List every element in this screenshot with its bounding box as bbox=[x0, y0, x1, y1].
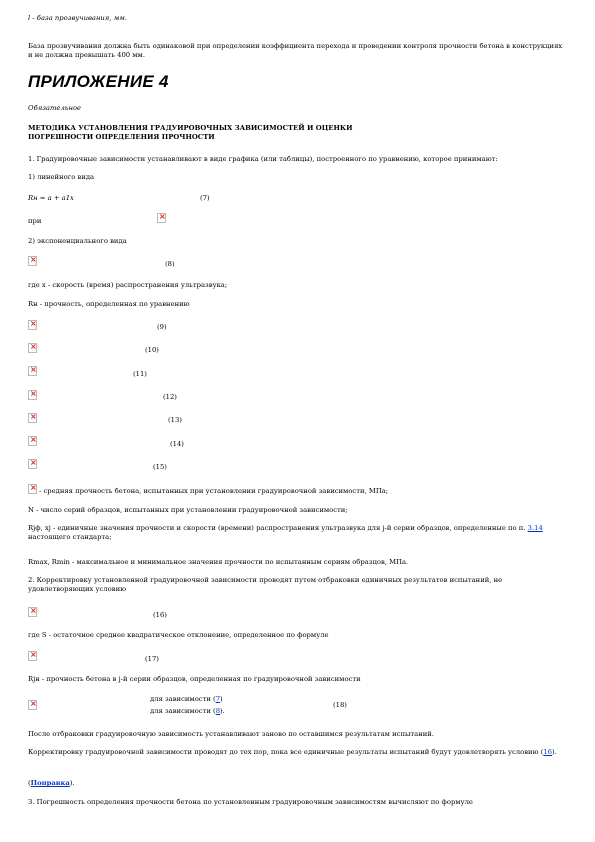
correction-note: Корректировку градуировочной зависимости проводят до тех пор, пока все единичные результаты испытаний будут удовлетворять условию (16). bbox=[28, 748, 557, 756]
broken-formula-image bbox=[28, 390, 37, 400]
minmax-definition: Rmax, Rmin - максимальное и минимальное значения прочности по испытанным сериям образцов, МПа. bbox=[28, 558, 409, 566]
paragraph-2: 2. Корректировку установленной градуировочной зависимости проводят путем отбраковки единичных результатов испытаний, не удовлетворяющих условию bbox=[28, 576, 503, 593]
equation-number-10: (10) bbox=[145, 346, 159, 354]
condition-16-link[interactable]: 16 bbox=[543, 748, 552, 756]
broken-formula-image bbox=[28, 459, 37, 469]
equation-number-14: (14) bbox=[170, 440, 184, 448]
broken-formula-image bbox=[28, 413, 37, 423]
broken-formula-image bbox=[28, 343, 37, 353]
after-rejection-note: После отбраковки градуировочную зависимость устанавливают заново по оставшимся результатам испытаний. bbox=[28, 730, 434, 738]
broken-formula-image bbox=[28, 607, 37, 617]
exponential-type-label: 2) экспоненциального вида bbox=[28, 237, 127, 245]
clause-3-14-link[interactable]: 3.14 bbox=[527, 524, 543, 532]
mean-strength-definition: - средняя прочность бетона, испытанных при установлении градуировочной зависимости, МПа; bbox=[39, 487, 389, 495]
equation-number-8: (8) bbox=[165, 260, 175, 268]
equation-number-9: (9) bbox=[157, 323, 167, 331]
equation-number-15: (15) bbox=[153, 463, 167, 471]
x-definition: где x - скорость (время) распространения ультразвука; bbox=[28, 281, 228, 289]
n-definition: N - число серий образцов, испытанных при установлении градуировочной зависимости; bbox=[28, 506, 348, 514]
broken-formula-image bbox=[157, 213, 166, 223]
broken-formula-image bbox=[28, 320, 37, 330]
broken-formula-image bbox=[28, 366, 37, 376]
equation-number-16: (16) bbox=[153, 611, 167, 619]
equation-number-12: (12) bbox=[163, 393, 177, 401]
formula-7: Rн = a + a1x bbox=[28, 194, 74, 202]
broken-formula-image bbox=[28, 700, 37, 710]
broken-formula-image bbox=[28, 256, 37, 266]
paragraph-1: 1. Градуировочные зависимости устанавливают в виде графика (или таблицы), построенного по уравнению, которое принимают: bbox=[28, 155, 498, 163]
broken-formula-image bbox=[28, 436, 37, 446]
broken-formula-image bbox=[28, 651, 37, 661]
l-base-definition: l - база прозвучивания, мм. bbox=[28, 14, 128, 22]
formula-7-link[interactable]: 7 bbox=[215, 695, 221, 703]
broken-formula-image bbox=[28, 484, 37, 494]
methodology-heading: МЕТОДИКА УСТАНОВЛЕНИЯ ГРАДУИРОВОЧНЫХ ЗАВИСИМОСТЕЙ И ОЦЕНКИ ПОГРЕШНОСТИ ОПРЕДЕЛЕНИЯ ПРОЧНОСТИ bbox=[28, 124, 353, 141]
equation-number-17: (17) bbox=[145, 655, 159, 663]
amendment-line: (Поправка). bbox=[28, 779, 75, 787]
rn-definition: Rн - прочность, определенная по уравнению bbox=[28, 300, 190, 308]
equation-number-11: (11) bbox=[133, 370, 147, 378]
rjn-definition: Rjн - прочность бетона в j-й серии образцов, определенная по градуировочной зависимости bbox=[28, 675, 361, 683]
formula-8-link[interactable]: 8 bbox=[215, 707, 221, 715]
s-definition: где S - остаточное среднее квадратическое отклонение, определенное по формуле bbox=[28, 631, 329, 639]
amendment-link[interactable]: Поправка bbox=[30, 779, 70, 787]
mandatory-label: Обязательное bbox=[28, 104, 82, 112]
equation-number-7: (7) bbox=[200, 194, 210, 202]
base-note: База прозвучивания должна быть одинаковой при определении коэффициента перехода и проведении контроля прочности бетона в конструкциях и не должна превышать 400 мм. bbox=[28, 42, 563, 59]
rj-definition: Rjф, xj - единичные значения прочности и скорости (времени) распространения ультразвука для j-й серии образцов, определенные по п. 3.14 настоящего стандарта; bbox=[28, 524, 543, 541]
linear-type-label: 1) линейного вида bbox=[28, 173, 95, 181]
paragraph-3: 3. Погрешность определения прочности бетона по установленным градуировочным зависимостям вычисляют по формуле bbox=[28, 798, 473, 806]
equation-number-18: (18) bbox=[333, 701, 347, 709]
pri-label: при bbox=[28, 217, 42, 225]
dependence-7-line: для зависимости (7) bbox=[150, 695, 223, 703]
equation-number-13: (13) bbox=[168, 416, 182, 424]
dependence-8-line: для зависимости (8). bbox=[150, 707, 225, 715]
appendix-title: ПРИЛОЖЕНИЕ 4 bbox=[28, 72, 169, 91]
